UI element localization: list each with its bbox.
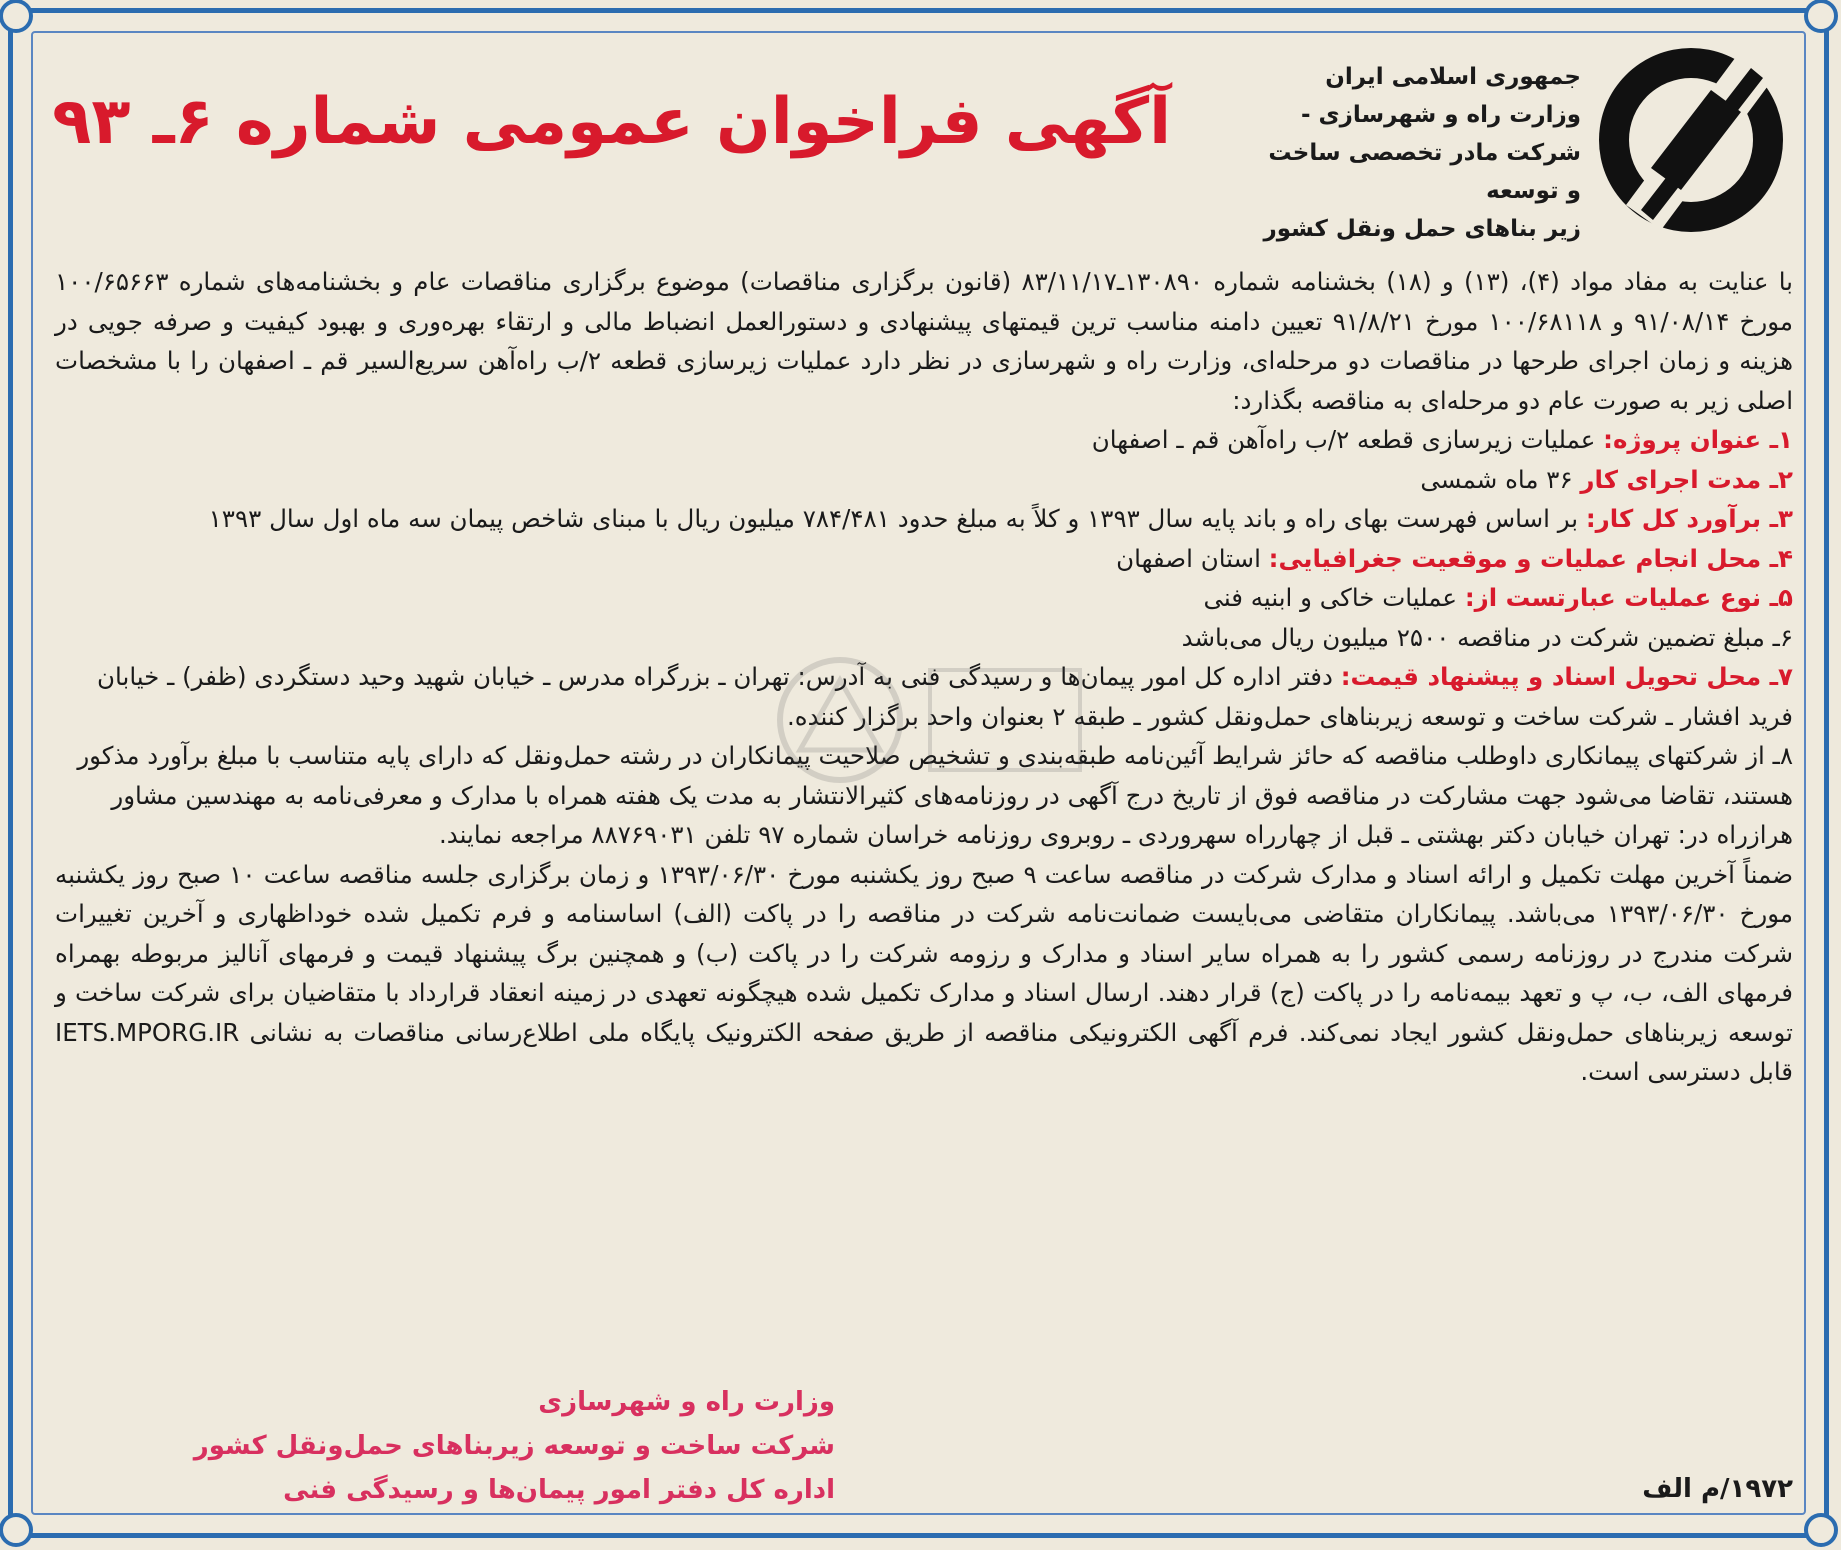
item-text: عملیات زیرسازی قطعه ۲/ب راه‌آهن قم ـ اصفهان bbox=[1091, 425, 1604, 454]
item-text: استان اصفهان bbox=[1116, 543, 1269, 573]
corner-ornament bbox=[0, 1513, 33, 1547]
closing-paragraph: ضمناً آخرین مهلت تکمیل و ارائه اسناد و مدارک شرکت در مناقصه ساعت ۹ صبح روز یکشنبه مورخ ۱۳۹۳/۰۶/۳۰ و زمان برگزاری جلسه مناقصه ساعت ۱۰ صبح روز یکشنبه مورخ ۱۳۹۳/۰۶/۳۰ می‌باشد. پیمانکاران متقاضی می‌بایست ضمانت‌نامه شرکت در مناقصه را در پاکت (الف) اساسنامه و فرم تکمیل شده خوداظهاری و آخرین تغییرات شرکت مندرج در روزنامه رسمی کشور را به همراه سایر اسناد و مدارک و رزومه شرکت را در پاکت (ب) و همچنین برگ پیشنهاد قیمت و فرمهای آنالیز مربوطه بهمراه فرمهای الف، ب، پ و تعهد بیمه‌نامه را در پاکت (ج) قرار دهند. ارسال اسناد و مدارک تکمیل شده هیچگونه تعهدی در زمینه انعقاد قرارداد با متقاضیان برای شرکت ساخت و توسعه زیربناهای حمل‌ونقل کشور ایجاد نمی‌کند. فرم آگهی الکترونیکی مناقصه از طریق صفحه الکترونیک پایگاه ملی اطلاع‌رسانی مناقصات به نشانی IETS.MPORG.IR قابل دسترسی است. bbox=[55, 859, 1794, 1086]
item-text: ۳۶ ماه شمسی bbox=[1420, 464, 1581, 494]
list-item bbox=[55, 618, 1793, 658]
org-line: زیر بناهای حمل ونقل کشور bbox=[1263, 216, 1581, 242]
list-item bbox=[55, 499, 1793, 539]
signature-block bbox=[55, 1380, 835, 1512]
list-item bbox=[55, 736, 1793, 855]
item-heading: ۵ـ نوع عملیات عبارتست از: bbox=[1464, 583, 1793, 612]
org-line: شرکت مادر تخصصی ساخت و توسعه bbox=[1268, 140, 1581, 204]
org-line: جمهوری اسلامی ایران bbox=[1325, 64, 1581, 90]
notice-title: آگهی فراخوان عمومی شماره ۶ـ ۹۳ bbox=[52, 85, 1171, 159]
item-heading: ۱ـ عنوان پروژه: bbox=[1603, 425, 1793, 454]
notice-body bbox=[55, 262, 1793, 1092]
item-text: دفتر اداره کل امور پیمان‌ها و رسیدگی فنی به آدرس: تهران ـ بزرگراه مدرس ـ خیابان شهید وحید دستگردی (ظفر) ـ خیابان فرید افشار ـ شرکت ساخت و توسعه زیربناهای حمل‌ونقل کشور ـ طبقه ۲ بعنوان واحد برگزار کننده. bbox=[97, 662, 1793, 731]
corner-ornament bbox=[1804, 1513, 1838, 1547]
org-line: وزارت راه و شهرسازی - bbox=[1300, 102, 1581, 128]
notice-footer bbox=[55, 1380, 1793, 1510]
reference-number: ۱۹۷۲/م الف bbox=[1642, 1474, 1793, 1504]
sign-line: اداره کل دفتر امور پیمان‌ها و رسیدگی فنی bbox=[283, 1475, 835, 1505]
list-item bbox=[55, 460, 1793, 500]
list-item bbox=[55, 420, 1793, 460]
sign-line: وزارت راه و شهرسازی bbox=[538, 1387, 835, 1417]
item-heading: ۷ـ محل تحویل اسناد و پیشنهاد قیمت: bbox=[1340, 662, 1793, 691]
corner-ornament bbox=[1804, 0, 1838, 33]
item-heading: ۲ـ مدت اجرای کار bbox=[1580, 464, 1793, 494]
list-item bbox=[55, 657, 1793, 736]
list-item bbox=[55, 578, 1793, 618]
item-text: بر اساس فهرست بهای راه و باند پایه سال ۱۳۹۳ و کلاً به مبلغ حدود ۷۸۴/۴۸۱ میلیون ریال با مبنای شاخص پیمان سه ماه اول سال ۱۳۹۳ bbox=[208, 504, 1586, 533]
ministry-logo-icon bbox=[1591, 40, 1791, 240]
intro-paragraph: با عنایت به مفاد مواد (۴)، (۱۳) و (۱۸) بخشنامه شماره ۱۳۰۸۹۰ـ۸۳/۱۱/۱۷ (قانون برگزاری مناقصات) موضوع برگزاری مناقصات عام و بخشنامه‌های شماره ۱۰۰/۶۵۶۶۳ مورخ ۹۱/۰۸/۱۴ و ۱۰۰/۶۸۱۱۸ مورخ ۹۱/۸/۲۱ تعیین دامنه مناسب ترین قیمتهای پیشنهادی و دستورالعمل انضباط مالی و ارتقاء بهره‌وری و بهبود کیفیت و صرفه جویی در هزینه و زمان اجرای طرحها در مناقصات دو مرحله‌ای، وزارت راه و شهرسازی در نظر دارد عملیات زیرسازی قطعه ۲/ب راه‌آهن سریع‌السیر قم ـ اصفهان را با مشخصات اصلی زیر به صورت عام دو مرحله‌ای به مناقصه بگذارد: bbox=[55, 267, 1794, 415]
list-item bbox=[55, 539, 1793, 579]
item-text: عملیات خاکی و ابنیه فنی bbox=[1203, 583, 1465, 612]
corner-ornament bbox=[0, 0, 33, 33]
item-text: ۶ـ مبلغ تضمین شرکت در مناقصه ۲۵۰۰ میلیون ریال می‌باشد bbox=[1181, 622, 1793, 652]
item-heading: ۳ـ برآورد کل کار: bbox=[1585, 504, 1793, 533]
sign-line: شرکت ساخت و توسعه زیربناهای حمل‌ونقل کشور bbox=[193, 1431, 835, 1461]
organization-block bbox=[1251, 58, 1581, 248]
item-text: ۸ـ از شرکتهای پیمانکاری داوطلب مناقصه که حائز شرایط آئین‌نامه طبقه‌بندی و تشخیص صلاحیت پیمانکاران در رشته حمل‌ونقل که دارای پایه متناسب با مبلغ برآورد مذکور هستند، تقاضا می‌شود جهت مشارکت در مناقصه فوق از تاریخ درج آگهی در روزنامه‌های کثیرالانتشار به مدت یک هفته همراه با مدارک و معرفی‌نامه به مهندسین مشاور هرازراه در: تهران خیابان دکتر بهشتی ـ قبل از چهارراه سهروردی ـ روبروی روزنامه خراسان شماره ۹۷ تلفن ۸۸۷۶۹۰۳۱ مراجعه نمایند. bbox=[77, 741, 1793, 849]
item-heading: ۴ـ محل انجام عملیات و موقعیت جغرافیایی: bbox=[1268, 543, 1793, 573]
notice-header bbox=[52, 40, 1791, 260]
